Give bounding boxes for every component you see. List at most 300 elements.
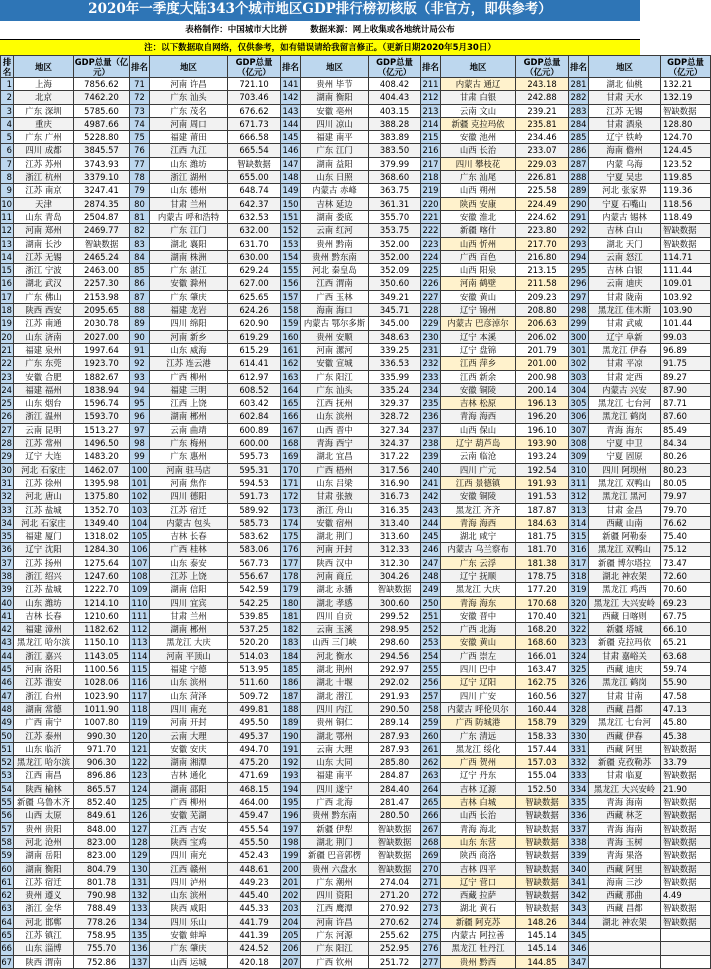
area-cell: 吉林 通化 <box>150 769 228 782</box>
area-cell: 新疆 克拉玛依 <box>441 117 516 130</box>
gdp-cell: 284.40 <box>369 782 421 795</box>
rank-cell: 75 <box>130 131 150 144</box>
rank-cell: 157 <box>282 291 299 302</box>
rank-cell: 154 <box>282 251 299 262</box>
gdp-cell: 383.89 <box>369 131 421 144</box>
area-cell: 江苏 南京 <box>14 184 74 197</box>
gdp-cell: 252.95 <box>369 942 421 955</box>
header-area: 地区 <box>150 56 228 78</box>
gdp-cell: 2030.78 <box>74 317 130 330</box>
gdp-cell: 608.52 <box>228 383 281 396</box>
rank-cell: 34 <box>1 517 12 528</box>
area-cell: 云南 玉溪 <box>301 623 369 636</box>
area-cell: 海南 儋州 <box>589 144 661 157</box>
rank-cell: 272 <box>422 890 439 901</box>
rank-cell: 106 <box>131 544 148 555</box>
rank-cell: 98 <box>130 437 150 450</box>
rank-cell: 38 <box>1 570 12 581</box>
rank-cell: 237 <box>422 424 439 435</box>
gdp-cell: 1143.05 <box>74 649 130 662</box>
rank-cell: 288 <box>570 172 587 183</box>
rank-cell: 246 <box>422 544 439 555</box>
area-cell: 贵州 黔东南 <box>301 250 369 263</box>
rank-cell: 222 <box>422 225 439 236</box>
rank-cell: 188 <box>282 703 299 714</box>
area-cell: 甘肃 甘南 <box>589 689 661 702</box>
gdp-cell: 583.62 <box>228 530 281 543</box>
rank-cell: 296 <box>570 278 587 289</box>
table-row <box>1 889 711 902</box>
area-cell: 贵州 遵义 <box>14 889 74 902</box>
area-cell: 湖南 株洲 <box>150 250 228 263</box>
gdp-cell: 1011.90 <box>74 702 130 715</box>
gdp-cell: 270.92 <box>369 902 421 915</box>
gdp-cell: 595.31 <box>228 463 281 476</box>
area-cell: 江西 南昌 <box>14 769 74 782</box>
area-cell: 内蒙古 包头 <box>150 516 228 529</box>
gdp-cell: 1100.56 <box>74 663 130 676</box>
gdp-cell: 299.52 <box>369 609 421 622</box>
area-cell: 山西 太原 <box>14 809 74 822</box>
rank-cell: 86 <box>130 277 150 290</box>
gdp-cell: 316.73 <box>369 490 421 503</box>
table-row <box>1 210 711 223</box>
area-cell: 辽宁 铁岭 <box>589 131 661 144</box>
header-gdp: GDP总量（亿元） <box>74 56 129 77</box>
area-cell: 四川 乐山 <box>150 915 228 928</box>
rank-cell: 334 <box>570 783 587 794</box>
rank-cell: 330 <box>570 730 587 741</box>
rank-cell: 181 <box>282 610 299 621</box>
table-row <box>1 663 711 676</box>
area-cell: 黑龙江 佳木斯 <box>589 304 661 317</box>
area-cell: 黑龙江 伊春 <box>589 343 661 356</box>
table-row <box>1 756 711 769</box>
gdp-cell: 87.90 <box>661 383 711 396</box>
area-cell: 宁夏 中卫 <box>589 437 661 450</box>
rank-cell: 161 <box>282 344 299 355</box>
gdp-cell: 255.62 <box>369 929 421 942</box>
gdp-cell: 1593.70 <box>74 410 130 423</box>
gdp-cell: 339.25 <box>369 343 421 356</box>
area-cell: 青海 海南 <box>589 796 661 809</box>
rank-cell: 88 <box>130 304 150 317</box>
rank-cell: 256 <box>422 677 439 688</box>
rank-cell: 333 <box>570 770 587 781</box>
gdp-cell: 智缺数据 <box>661 742 711 755</box>
area-cell: 山东 潍坊 <box>150 157 228 170</box>
area-cell: 青海 玉树 <box>589 835 661 848</box>
rank-cell: 298 <box>570 305 587 316</box>
table-row <box>1 583 711 596</box>
gdp-cell: 355.70 <box>369 210 421 223</box>
rank-cell: 306 <box>570 411 587 422</box>
area-cell: 吉林 长春 <box>150 530 228 543</box>
rank-cell: 42 <box>1 624 12 635</box>
area-cell: 贵州 黔东南 <box>301 809 369 822</box>
gdp-cell: 5785.60 <box>74 104 130 117</box>
gdp-cell: 2465.24 <box>74 250 130 263</box>
table-row <box>1 649 711 662</box>
gdp-cell: 193.24 <box>516 450 569 463</box>
rank-cell: 77 <box>130 157 150 170</box>
area-cell: 黑龙江 绥化 <box>441 742 516 755</box>
rank-cell: 192 <box>282 757 299 768</box>
area-cell: 黑龙江 七台河 <box>589 716 661 729</box>
area-cell: 吉林 白山 <box>589 224 661 237</box>
gdp-cell: 591.73 <box>228 490 281 503</box>
table-row <box>1 915 711 928</box>
area-cell: 江西 新余 <box>441 370 516 383</box>
rank-cell: 297 <box>570 291 587 302</box>
area-cell: 西藏 日喀则 <box>589 609 661 622</box>
area-cell: 湖北 荆州 <box>301 663 369 676</box>
rank-cell: 287 <box>570 158 587 169</box>
table-row <box>1 104 711 117</box>
area-cell: 湖北 仙桃 <box>589 78 661 91</box>
area-cell: 湖北 鄂州 <box>301 729 369 742</box>
area-cell: 青海 海北 <box>441 822 516 835</box>
rank-cell: 169 <box>282 451 299 462</box>
rank-cell: 47 <box>1 690 12 701</box>
rank-cell: 255 <box>422 664 439 675</box>
header-area: 地区 <box>14 56 74 78</box>
gdp-cell: 464.00 <box>228 796 281 809</box>
area-cell: 内蒙古 乌兰察布 <box>441 543 516 556</box>
table-row <box>1 929 711 942</box>
gdp-cell: 624.26 <box>228 304 281 317</box>
gdp-cell: 345.00 <box>369 317 421 330</box>
area-cell: 西藏 林芝 <box>589 809 661 822</box>
gdp-cell: 971.70 <box>74 742 130 755</box>
rank-cell: 19 <box>1 318 12 329</box>
area-cell: 内蒙古 赤峰 <box>301 184 369 197</box>
area-cell: 福建 泉州 <box>14 343 74 356</box>
gdp-cell: 345.71 <box>369 304 421 317</box>
rank-cell: 84 <box>130 250 150 263</box>
gdp-cell: 408.42 <box>369 78 421 91</box>
area-cell: 江苏 盐城 <box>14 583 74 596</box>
gdp-cell: 1352.70 <box>74 503 130 516</box>
table-row <box>1 530 711 543</box>
area-cell: 广西 北海 <box>441 623 516 636</box>
gdp-cell: 111.44 <box>661 264 711 277</box>
rank-cell: 170 <box>282 464 299 475</box>
rank-cell: 51 <box>1 743 12 754</box>
rank-cell: 326 <box>570 677 587 688</box>
area-cell: 广东 肇庆 <box>150 290 228 303</box>
area-cell: 河南 洛阳 <box>14 663 74 676</box>
area-cell: 吉林 白银 <box>589 264 661 277</box>
gdp-cell: 2463.00 <box>74 264 130 277</box>
table-row <box>1 357 711 370</box>
gdp-cell: 184.63 <box>516 516 569 529</box>
area-cell: 浙江 嘉兴 <box>14 649 74 662</box>
gdp-cell: 441.79 <box>228 915 281 928</box>
rank-cell: 5 <box>1 131 14 144</box>
gdp-cell: 352.00 <box>369 237 421 250</box>
gdp-cell: 170.68 <box>516 596 569 609</box>
gdp-cell: 388.28 <box>369 117 421 130</box>
table-row <box>1 902 711 915</box>
rank-cell: 67 <box>1 956 12 967</box>
area-cell: 甘肃 武威 <box>589 317 661 330</box>
area-cell: 西藏 昌都 <box>589 902 661 915</box>
area-cell: 河南 许昌 <box>150 78 228 91</box>
gdp-cell: 118.49 <box>661 210 711 223</box>
rank-cell: 337 <box>570 823 587 834</box>
gdp-cell: 1182.62 <box>74 623 130 636</box>
rank-cell: 102 <box>131 491 148 502</box>
rank-cell: 281 <box>570 79 587 89</box>
rank-cell: 25 <box>1 398 12 409</box>
rank-cell: 141 <box>282 79 299 89</box>
gdp-cell: 614.41 <box>228 357 281 370</box>
area-cell: 四川 绵阳 <box>150 317 228 330</box>
area-cell: 内蒙古 通辽 <box>441 78 516 91</box>
gdp-cell: 170.40 <box>516 609 569 622</box>
header-rank: 排名 <box>421 56 441 78</box>
area-cell: 广东 东莞 <box>14 357 74 370</box>
rank-cell: 144 <box>282 118 299 129</box>
area-cell: 海南 三沙 <box>589 875 661 888</box>
rank-cell: 233 <box>422 371 439 382</box>
area-cell: 西藏 昌都 <box>589 702 661 715</box>
gdp-cell: 615.29 <box>228 343 281 356</box>
rank-cell: 338 <box>570 836 587 847</box>
rank-cell: 39 <box>1 584 12 595</box>
gdp-cell: 33.79 <box>661 756 711 769</box>
gdp-cell: 70.60 <box>661 583 711 596</box>
area-cell: 西藏 拉萨 <box>441 889 516 902</box>
rank-cell: 143 <box>282 105 299 116</box>
area-cell: 湖南 长沙 <box>14 237 74 250</box>
rank-cell: 259 <box>422 717 439 728</box>
area-cell: 新疆 乌鲁木齐 <box>14 796 74 809</box>
rank-cell: 152 <box>282 225 299 236</box>
gdp-cell: 361.31 <box>369 197 421 210</box>
table-row <box>1 636 711 649</box>
header-gdp: GDP总量（亿元） <box>369 56 421 78</box>
rank-cell: 178 <box>282 570 299 581</box>
rank-cell: 268 <box>422 836 439 847</box>
rank-cell: 316 <box>570 544 587 555</box>
area-cell: 安徽 铜陵 <box>441 383 516 396</box>
rank-cell: 31 <box>1 477 12 488</box>
area-cell: 西藏 伊春 <box>589 729 661 742</box>
rank-cell: 343 <box>570 903 587 914</box>
rank-cell: 159 <box>282 318 299 329</box>
gdp-cell: 495.50 <box>228 716 281 729</box>
gdp-cell: 595.73 <box>228 450 281 463</box>
gdp-cell: 114.71 <box>661 250 711 263</box>
gdp-cell: 65.21 <box>661 636 711 649</box>
area-cell: 安徽 黄山 <box>441 636 516 649</box>
rank-cell: 125 <box>131 797 148 808</box>
gdp-cell: 865.57 <box>74 782 130 795</box>
rank-cell: 133 <box>131 903 148 914</box>
area-cell: 湖南 郴州 <box>150 410 228 423</box>
gdp-cell: 75.12 <box>661 543 711 556</box>
area-cell: 广西 南宁 <box>14 716 74 729</box>
gdp-cell: 612.97 <box>228 370 281 383</box>
area-cell: 浙江 台州 <box>14 689 74 702</box>
area-cell: 内蒙 乌海 <box>589 157 661 170</box>
area-cell: 内蒙古 呼伦贝尔 <box>441 702 516 715</box>
gdp-cell: 79.70 <box>661 503 711 516</box>
gdp-cell: 1483.20 <box>74 450 130 463</box>
table-row <box>1 569 711 582</box>
gdp-cell: 335.99 <box>369 370 421 383</box>
gdp-cell: 智缺数据 <box>516 875 569 888</box>
rank-cell: 245 <box>422 531 439 542</box>
rank-cell: 251 <box>422 610 439 621</box>
rank-cell: 129 <box>131 850 148 861</box>
rank-cell: 322 <box>570 624 587 635</box>
area-cell: 广东 广州 <box>14 131 74 144</box>
area-cell: 广东 汕头 <box>301 383 369 396</box>
rank-cell: 179 <box>282 584 299 595</box>
rank-cell: 50 <box>1 730 12 741</box>
table-row <box>1 157 711 170</box>
rank-cell: 32 <box>1 491 12 502</box>
table-row <box>1 503 711 516</box>
rank-cell: 10 <box>1 198 12 209</box>
rank-cell: 76 <box>130 144 150 157</box>
area-cell: 黑龙江 鸡西 <box>589 583 661 596</box>
rank-cell: 163 <box>282 371 299 382</box>
rank-cell: 187 <box>282 690 299 701</box>
area-cell: 黑龙江 双鸭山 <box>589 543 661 556</box>
area-cell: 西藏 那曲 <box>589 889 661 902</box>
area-cell: 福建 厦门 <box>14 530 74 543</box>
rank-cell: 119 <box>131 717 148 728</box>
area-cell: 青海 海西 <box>441 516 516 529</box>
table-row <box>1 423 711 436</box>
gdp-cell: 896.86 <box>74 769 130 782</box>
area-cell: 湖北 永播 <box>301 583 369 596</box>
rank-cell: 193 <box>282 770 299 781</box>
rank-cell: 175 <box>282 531 299 542</box>
area-cell: 山东 烟台 <box>14 397 74 410</box>
area-cell: 青海 西宁 <box>301 437 369 450</box>
gdp-cell: 270.62 <box>369 915 421 928</box>
gdp-cell: 智缺数据 <box>661 862 711 875</box>
area-cell: 湖南 信阳 <box>150 583 228 596</box>
gdp-cell: 85.49 <box>661 423 711 436</box>
area-cell: 重庆 <box>14 117 74 130</box>
gdp-cell: 智缺数据 <box>661 796 711 809</box>
rank-cell: 13 <box>1 238 12 249</box>
gdp-cell: 75.40 <box>661 530 711 543</box>
gdp-cell: 47.13 <box>661 702 711 715</box>
rank-cell: 2 <box>1 91 14 104</box>
rank-cell: 325 <box>570 664 587 675</box>
rank-cell: 276 <box>422 943 439 954</box>
gdp-cell: 2504.87 <box>74 210 130 223</box>
rank-cell: 250 <box>422 597 439 608</box>
area-cell: 江苏 镇江 <box>14 929 74 942</box>
rank-cell: 225 <box>422 265 439 276</box>
rank-cell: 15 <box>1 265 12 276</box>
rank-cell: 81 <box>130 210 150 223</box>
rank-cell: 92 <box>130 357 150 370</box>
rank-cell: 111 <box>131 610 148 621</box>
gdp-cell: 327.34 <box>369 423 421 436</box>
rank-cell: 110 <box>131 597 148 608</box>
rank-cell: 49 <box>1 717 12 728</box>
area-cell: 广西 桂林 <box>150 543 228 556</box>
table-row <box>1 609 711 622</box>
gdp-cell: 119.36 <box>661 184 711 197</box>
area-cell: 浙江 温州 <box>14 410 74 423</box>
gdp-cell: 2095.65 <box>74 304 130 317</box>
rank-cell: 17 <box>1 291 12 302</box>
gdp-cell: 721.10 <box>228 78 281 91</box>
rank-cell: 53 <box>1 770 12 781</box>
rank-cell: 121 <box>131 743 148 754</box>
gdp-cell: 1028.06 <box>74 676 130 689</box>
gdp-cell: 1596.74 <box>74 397 130 410</box>
gdp-cell: 123.52 <box>661 157 711 170</box>
rank-cell: 184 <box>282 650 299 661</box>
gdp-cell: 157.03 <box>516 756 569 769</box>
rank-cell: 313 <box>570 504 587 515</box>
rank-cell: 282 <box>570 92 587 103</box>
area-cell: 四川 内江 <box>301 702 369 715</box>
gdp-cell: 2027.00 <box>74 330 130 343</box>
rank-cell: 124 <box>131 783 148 794</box>
gdp-cell: 智缺数据 <box>661 822 711 835</box>
gdp-cell: 智缺数据 <box>516 796 569 809</box>
rank-cell: 23 <box>1 371 12 382</box>
rank-cell: 165 <box>282 398 299 409</box>
table-row <box>1 144 711 157</box>
gdp-cell: 403.15 <box>369 104 421 117</box>
gdp-cell: 449.23 <box>228 875 281 888</box>
area-cell: 辽宁 阜新 <box>589 330 661 343</box>
gdp-cell: 752.86 <box>74 955 130 968</box>
rank-cell: 314 <box>570 517 587 528</box>
gdp-cell: 242.88 <box>516 91 569 104</box>
rank-cell: 96 <box>130 410 150 423</box>
gdp-cell: 514.03 <box>228 649 281 662</box>
gdp-cell: 80.26 <box>661 450 711 463</box>
rank-cell: 136 <box>131 943 148 954</box>
rank-cell: 63 <box>1 903 12 914</box>
gdp-cell: 655.00 <box>228 171 281 184</box>
gdp-table <box>0 55 711 969</box>
rank-cell: 56 <box>1 810 12 821</box>
rank-cell: 1 <box>1 78 14 91</box>
rank-cell: 27 <box>1 424 12 435</box>
area-cell: 贵州 毕节 <box>301 78 369 91</box>
rank-cell: 103 <box>131 504 148 515</box>
gdp-cell: 298.60 <box>369 636 421 649</box>
gdp-cell: 287.93 <box>369 742 421 755</box>
area-cell: 河南 驻马店 <box>150 463 228 476</box>
rank-cell: 48 <box>1 703 12 714</box>
gdp-cell: 585.73 <box>228 516 281 529</box>
gdp-cell: 317.56 <box>369 463 421 476</box>
area-cell: 陕西 汉中 <box>301 556 369 569</box>
gdp-cell: 87.71 <box>661 397 711 410</box>
area-cell: 内蒙古 鄂尔多斯 <box>301 317 369 330</box>
area-cell: 广西 百色 <box>441 250 516 263</box>
gdp-cell: 智缺数据 <box>228 157 281 170</box>
rank-cell: 253 <box>422 637 439 648</box>
gdp-cell: 1150.10 <box>74 636 130 649</box>
